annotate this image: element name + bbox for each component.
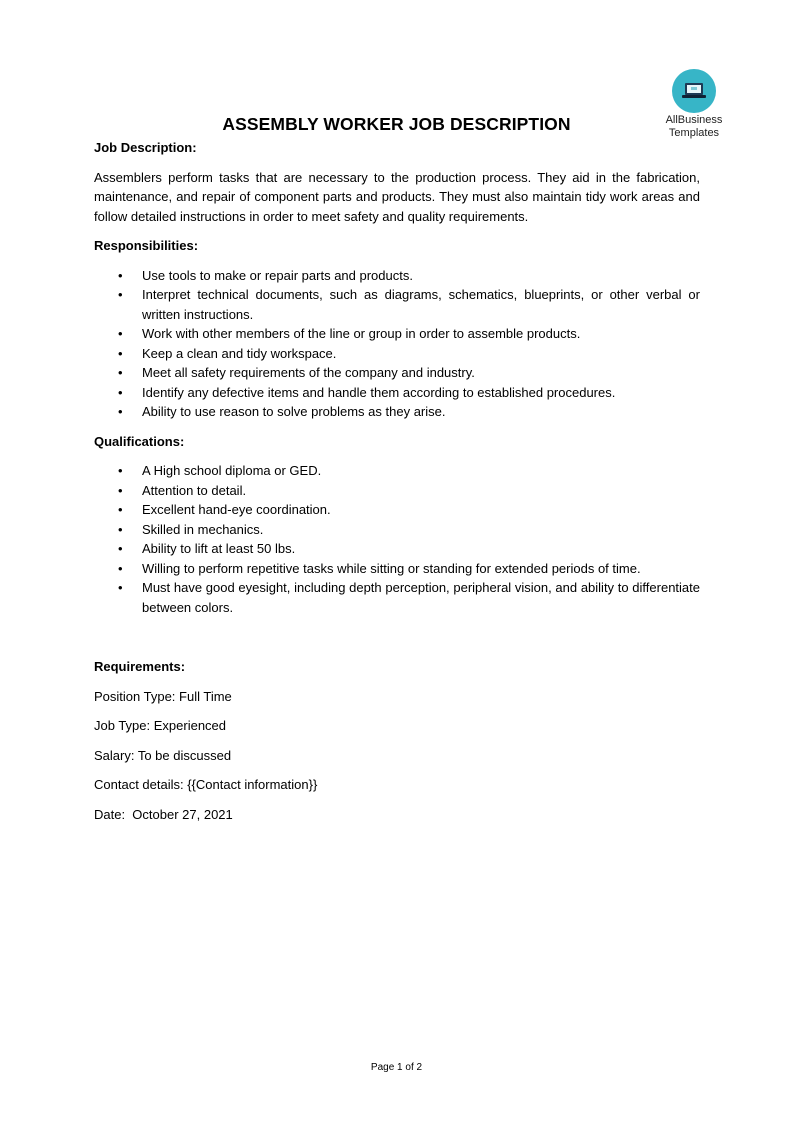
responsibility-text: Interpret technical documents, such as diagrams, schematics, blueprints, or other verbal or written instructions. xyxy=(142,287,700,322)
bullet-icon: • xyxy=(118,287,123,302)
qualification-text: Ability to lift at least 50 lbs. xyxy=(142,541,296,556)
responsibilities-heading: Responsibilities: xyxy=(94,238,199,253)
job-description-text: Assemblers perform tasks that are necessary to the production process. They aid in the fabrication, maintenance, and repair of component parts and products. They must also maintain tidy work areas and follow detailed instructions in order to meet safety and quality requirements. xyxy=(94,169,700,224)
bullet-icon: • xyxy=(118,502,123,517)
responsibility-text: Keep a clean and tidy workspace. xyxy=(142,345,337,361)
list-item xyxy=(94,559,700,579)
list-item xyxy=(94,285,700,324)
position-type: Position Type: Full Time xyxy=(94,688,232,704)
qualifications-list xyxy=(94,461,700,617)
date: Date: October 27, 2021 xyxy=(94,806,233,822)
list-item xyxy=(94,266,700,286)
responsibilities-list xyxy=(94,266,700,422)
document-title: ASSEMBLY WORKER JOB DESCRIPTION xyxy=(222,114,571,134)
list-item xyxy=(94,344,700,364)
bullet-icon: • xyxy=(118,560,123,576)
logo-text-line2: Templates xyxy=(668,127,720,139)
list-item xyxy=(94,402,700,422)
bullet-icon: • xyxy=(118,580,123,595)
responsibility-text: Meet all safety requirements of the company and industry. xyxy=(142,365,475,380)
bullet-icon: • xyxy=(118,326,123,341)
list-item xyxy=(94,481,700,501)
responsibility-text: Use tools to make or repair parts and products. xyxy=(142,267,413,283)
requirements-heading: Requirements: xyxy=(94,659,186,674)
responsibility-text: Identify any defective items and handle them according to established procedures. xyxy=(142,384,616,400)
responsibility-text: Ability to use reason to solve problems as they arise. xyxy=(142,404,446,419)
qualification-text: Willing to perform repetitive tasks while sitting or standing for extended periods of time. xyxy=(142,560,641,576)
list-item xyxy=(94,383,700,403)
bullet-icon: • xyxy=(118,404,123,419)
bullet-icon: • xyxy=(118,463,123,478)
bullet-icon: • xyxy=(118,541,123,556)
page-number: Page 1 of 2 xyxy=(370,1062,423,1073)
document-body xyxy=(94,138,700,824)
list-item xyxy=(94,500,700,520)
qualification-text: Excellent hand-eye coordination. xyxy=(142,502,331,517)
list-item xyxy=(94,520,700,540)
bullet-icon: • xyxy=(118,365,123,380)
qualifications-heading: Qualifications: xyxy=(94,433,185,449)
bullet-icon: • xyxy=(118,482,123,498)
bullet-icon: • xyxy=(118,384,123,400)
contact-details: Contact details: {{Contact information}} xyxy=(94,777,318,792)
bullet-icon: • xyxy=(118,521,123,537)
list-item xyxy=(94,363,700,383)
qualification-text: Attention to detail. xyxy=(142,482,247,498)
bullet-icon: • xyxy=(118,267,123,283)
logo-text-line1: AllBusiness xyxy=(665,114,723,126)
qualification-text: Skilled in mechanics. xyxy=(142,521,264,537)
job-description-heading: Job Description: xyxy=(94,140,197,155)
list-item xyxy=(94,461,700,481)
bullet-icon: • xyxy=(118,345,123,361)
responsibility-text: Work with other members of the line or group in order to assemble products. xyxy=(142,326,581,341)
qualification-text: A High school diploma or GED. xyxy=(142,463,322,478)
job-type: Job Type: Experienced xyxy=(94,718,227,733)
salary: Salary: To be discussed xyxy=(94,747,232,763)
laptop-icon xyxy=(672,69,716,113)
list-item xyxy=(94,539,700,559)
qualification-text: Must have good eyesight, including depth perception, peripheral vision, and ability to differentiate between colors. xyxy=(142,580,700,615)
list-item xyxy=(94,578,700,617)
list-item xyxy=(94,324,700,344)
